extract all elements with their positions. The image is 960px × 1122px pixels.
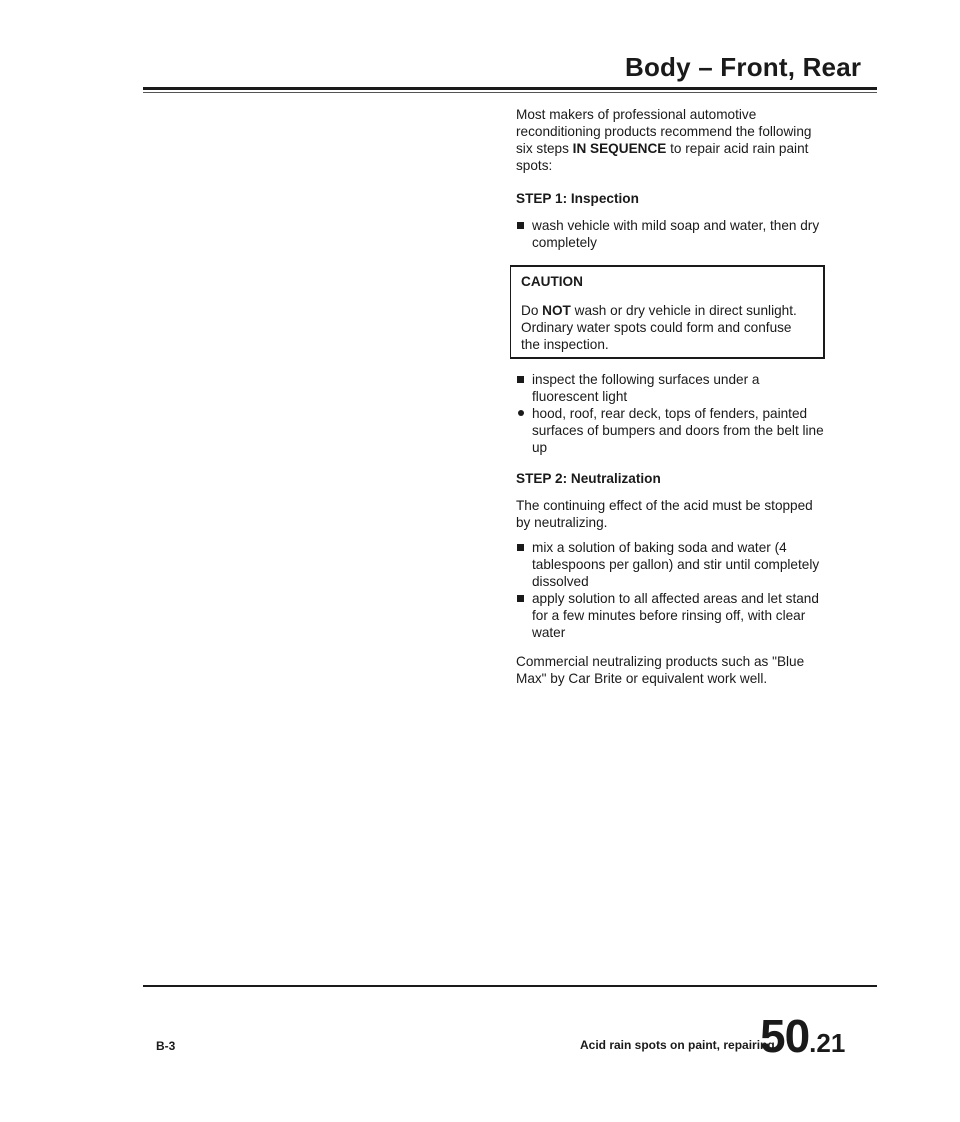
step2-title: STEP 2: Neutralization <box>516 471 661 486</box>
page-number <box>760 1009 845 1063</box>
page-number-sub: .21 <box>809 1028 846 1058</box>
step1-wash-bullet: wash vehicle with mild soap and water, then dry completely <box>516 217 826 251</box>
header-rule-thin <box>143 92 877 93</box>
step2-bullet-mix: mix a solution of baking soda and water (4 tablespoons per gallon) and stir until completely dissolved <box>516 539 826 590</box>
caution-text: Do NOT wash or dry vehicle in direct sunlight. Ordinary water spots could form and confuse the inspection. <box>521 303 797 352</box>
caution-title: CAUTION <box>521 274 583 289</box>
page-number-main: 50 <box>760 1010 810 1062</box>
header-rule <box>143 87 877 90</box>
page-reference: B-3 <box>156 1039 176 1053</box>
intro-paragraph: Most makers of professional automotive reconditioning products recommend the following six steps IN SEQUENCE to repair acid rain paint spots: <box>516 107 812 173</box>
step1-title: STEP 1: Inspection <box>516 191 639 206</box>
step2-intro: The continuing effect of the acid must be stopped by neutralizing. <box>516 498 813 530</box>
footer-section-title: Acid rain spots on paint, repairing <box>580 1038 775 1052</box>
page-header-title: Body – Front, Rear <box>625 52 862 82</box>
main-content <box>516 106 826 687</box>
step2-commercial-note: Commercial neutralizing products such as "Blue Max" by Car Brite or equivalent work well. <box>516 654 805 686</box>
footer-rule <box>143 985 877 987</box>
caution-box <box>510 265 825 359</box>
step1-inspect-subitem: hood, roof, rear deck, tops of fenders, painted surfaces of bumpers and doors from the belt line up <box>516 405 826 456</box>
step2-bullet-apply: apply solution to all affected areas and let stand for a few minutes before rinsing off, with clear water <box>516 590 826 641</box>
step1-inspect-bullet: inspect the following surfaces under a fluorescent light <box>516 371 826 405</box>
